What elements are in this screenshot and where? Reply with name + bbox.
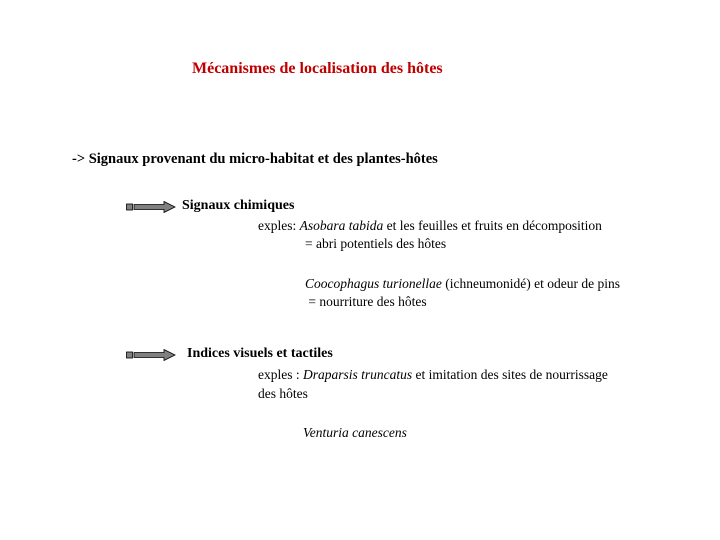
example-chemical-2	[305, 276, 620, 292]
species-name: Coocophagus turionellae	[305, 276, 442, 291]
example-chemical-1	[258, 218, 602, 234]
example-chemical-2-meaning: = nourriture des hôtes	[305, 294, 427, 309]
example-prefix: exples:	[258, 218, 300, 233]
species-name: Asobara tabida	[299, 218, 384, 233]
example-chemical-1-meaning: = abri potentiels des hôtes	[305, 236, 447, 251]
species-name: Venturia canescens	[303, 425, 407, 440]
arrow-right-icon	[126, 201, 176, 213]
species-name: Draparsis truncatus	[303, 367, 413, 382]
arrow-right-icon	[126, 349, 176, 361]
example-visual-2	[303, 425, 407, 441]
section-heading-chemical: Signaux chimiques	[182, 198, 295, 213]
example-prefix: exples :	[258, 367, 303, 382]
slide-title: Mécanismes de localisation des hôtes	[192, 60, 443, 77]
slide-subtitle: -> Signaux provenant du micro-habitat et des plantes-hôtes	[72, 151, 438, 167]
example-text: et imitation des sites de nourrissage	[412, 367, 608, 382]
section-heading-visual: Indices visuels et tactiles	[187, 346, 333, 361]
example-text: (ichneumonidé) et odeur de pins	[441, 276, 620, 291]
example-visual-1-continuation: des hôtes	[258, 386, 308, 401]
example-text: et les feuilles et fruits en décomposition	[383, 218, 602, 233]
example-visual-1	[258, 367, 608, 383]
